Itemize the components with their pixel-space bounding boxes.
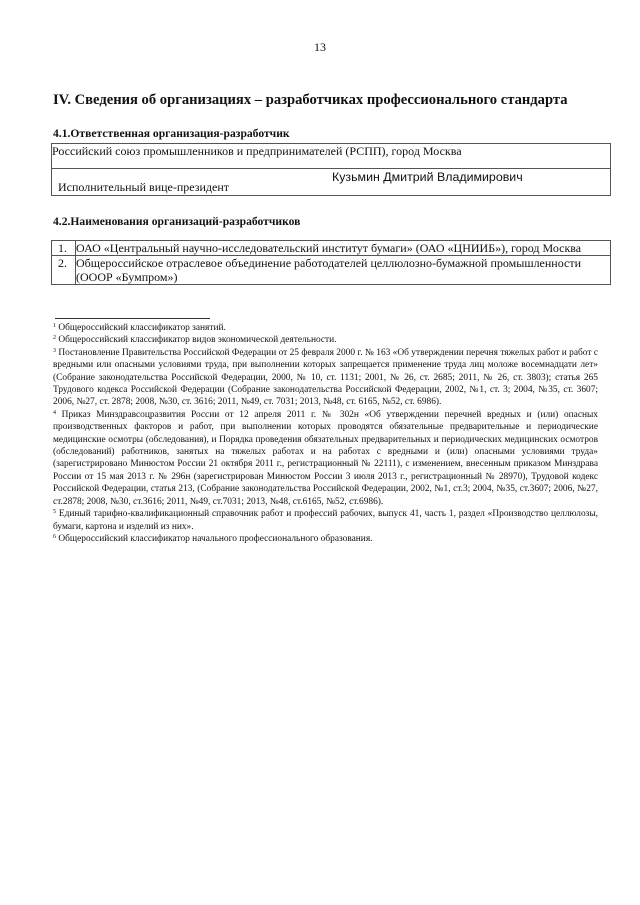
signatory-position: Исполнительный вице-президент	[58, 180, 230, 194]
footnote-mark: 3	[53, 347, 56, 354]
footnote-text: Общероссийский классификатор начального профессионального образования.	[56, 533, 373, 544]
footnote	[53, 322, 598, 334]
table-row	[52, 241, 611, 256]
signatory-cell	[52, 169, 611, 196]
footnote-mark: 6	[53, 533, 56, 540]
table-row	[52, 256, 611, 285]
footnote-mark: 2	[53, 335, 56, 342]
responsible-org-table	[51, 143, 611, 196]
developer-orgs-heading: 4.2.Наименования организаций-разработчиков	[53, 215, 301, 228]
footnote-mark: 5	[53, 509, 56, 516]
footnote-mark: 4	[53, 409, 56, 416]
footnote	[53, 409, 598, 508]
responsible-org-name: Российский союз промышленников и предпринимателей (РСПП), город Москва	[52, 144, 611, 169]
footnotes	[53, 322, 598, 545]
section-title: IV. Сведения об организациях – разработчиках профессионального стандарта	[53, 92, 568, 108]
signatory-name: Кузьмин Дмитрий Владимирович	[332, 170, 523, 184]
footnote-text: Единый тарифно-квалификационный справочник работ и профессий рабочих, выпуск 41, часть 1, раздел «Производство целлюлозы, бумаги, картона и изделий из них».	[53, 509, 598, 532]
footnote-text: Приказ Минздравсоцразвития России от 12 апреля 2011 г. № 302н «Об утверждении перечней вредных и (или) опасных производственных факторов и работ, при выполнении которых проводятся обязательные предварительные и периодические медицинские осмотры (обследования), и Порядка проведения обязательных предварительных и периодических медицинских осмотров (обследований) работников, занятых на тяжелых работах и на работах с вредными и (или) опасными условиями труда» (зарегистрировано Минюстом России 21 октября 2011 г., регистрационный № 22111), с изменением, внесенным приказом Минздрава России от 15 мая 2013 г. № 296н (зарегистрирован Минюстом России 3 июля 2013 г., регистрационный № 28970), Трудовой кодекс Российской Федерации, статья 213, (Собрание законодательства Российской Федерации, 2002, №1, ст.3; 2004, №35, ст.3607; 2006, №27, ст.2878; 2008, №30, ст.3616; 2011, №49, ст.7031; 2013, №48, ст.6165, №52, ст.6986).	[53, 409, 598, 507]
footnote	[53, 508, 598, 533]
footnote	[53, 334, 598, 346]
footnote	[53, 533, 598, 545]
developer-org-name: Общероссийское отраслевое объединение работодателей целлюлозно-бумажной промышленности (ОООР «Бумпром»)	[76, 256, 611, 285]
footnote-text: Общероссийский классификатор занятий.	[56, 323, 226, 333]
developer-org-name: ОАО «Центральный научно-исследовательский институт бумаги» (ОАО «ЦНИИБ»), город Москва	[76, 241, 611, 256]
footnote-mark: 1	[53, 323, 56, 329]
footnote	[53, 347, 598, 409]
footnote-text: Постановление Правительства Российской Федерации от 25 февраля 2000 г. № 163 «Об утверждении перечня тяжелых работ и работ с вредными или опасными условиями труда, при выполнении которых запрещается применение труда лиц моложе восемнадцати лет» (Собрание законодательства Российской Федерации, 2000, № 10, ст. 1131; 2001, № 26, ст. 2685; 2011, № 26, ст. 3803); статья 265 Трудового кодекса Российской Федерации (Собрание законодательства Российской Федерации, 2002, №1, ст. 3; 2004, №35, ст. 3607; 2006, №27, ст. 2878; 2008, №30, ст. 3616; 2011, №49, ст. 7031; 2013, №48, ст. 6165, №52, ст. 6986).	[53, 347, 598, 408]
responsible-signatory-row	[52, 169, 611, 196]
page-number: 13	[314, 40, 326, 54]
responsible-org-row	[52, 144, 611, 169]
footnote-text: Общероссийский классификатор видов экономической деятельности.	[56, 335, 337, 346]
row-number: 2.	[52, 256, 76, 285]
responsible-org-heading: 4.1.Ответственная организация-разработчик	[53, 127, 290, 140]
developer-orgs-table	[51, 240, 611, 285]
footnote-separator	[55, 318, 210, 319]
row-number: 1.	[52, 241, 76, 256]
